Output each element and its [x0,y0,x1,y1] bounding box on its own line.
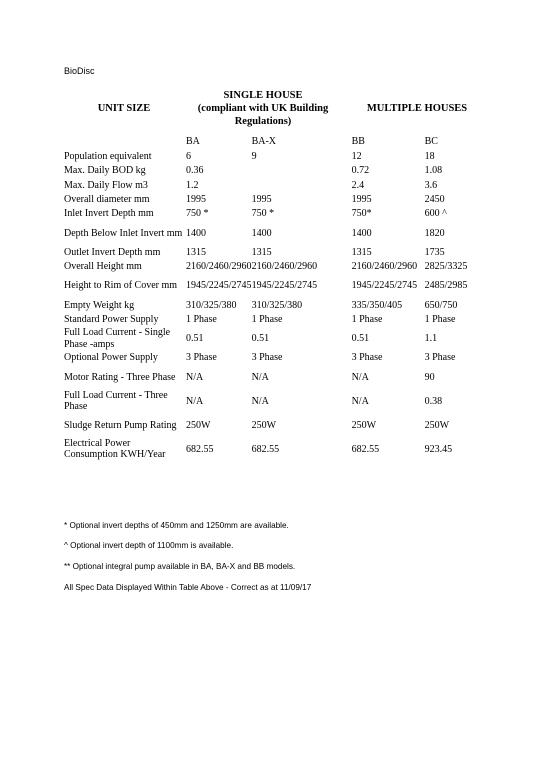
table-row [64,149,495,163]
row-label: Full Load Current - Single Phase -amps [64,327,171,350]
row-value: 1400 [186,227,206,239]
model-ba: BA [186,136,200,148]
row-value: 650/750 [424,299,458,311]
row-label: Motor Rating - Three Phase [64,371,176,383]
row-label: Max. Daily Flow m3 [64,179,148,191]
row-value: 0.38 [424,395,443,407]
model-bc: BC [424,136,438,148]
row-value: 1400 [251,227,272,239]
footnote: All Spec Data Displayed Within Table Above - Correct as at 11/09/17 [64,583,312,592]
row-value: N/A [251,371,269,383]
row-value: 3 Phase [186,352,217,364]
model-ba-x: BA-X [251,136,277,148]
row-value: N/A [186,371,204,383]
row-value: 1 Phase [424,313,456,325]
row-value: 310/325/380 [186,299,237,311]
row-value: 250W [251,419,277,431]
row-label: Max. Daily BOD kg [64,165,146,177]
row-value: 600 ^ [424,208,447,220]
table-row [64,274,495,298]
row-value: N/A [186,395,204,407]
row-value: 1 Phase [186,313,217,325]
spec-table [64,135,495,461]
row-value: 335/350/405 [351,299,403,311]
row-value: 1995 [351,194,372,205]
row-label: Overall Height mm [64,261,142,273]
row-label: Sludge Return Pump Rating [64,419,177,431]
row-value: 1.1 [424,333,438,345]
row-value: 3.6 [424,179,438,191]
row-value: 750* [351,208,372,220]
row-value: 1 Phase [251,313,283,325]
row-value: 682.55 [251,443,280,455]
row-value [252,164,352,178]
row-value: 2450 [424,194,445,205]
row-value: 2485/2985 [424,280,468,292]
row-value: 1735 [424,246,445,258]
row-value: 0.51 [251,333,270,345]
row-label: Empty Weight kg [64,299,135,311]
model-header-blank [64,135,186,149]
row-value: 1.08 [424,165,443,177]
row-value: 1315 [351,246,372,258]
row-value: N/A [351,395,369,407]
row-value: 1 Phase [351,313,383,325]
row-value: 3 Phase [351,352,383,364]
table-row [64,221,495,245]
row-value: 18 [424,150,435,162]
row-label: Inlet Invert Depth mm [64,208,154,220]
table-row [64,437,495,461]
footnote: ** Optional integral pump available in BA, BA-X and BB models. [64,562,296,571]
model-bb: BB [351,136,365,148]
footnote: ^ Optional invert depth of 1100mm is available. [64,541,234,550]
row-label: Overall diameter mm [64,194,150,205]
row-label: Depth Below Inlet Invert mm [64,227,183,239]
table-row [64,207,495,221]
table-row [64,351,495,365]
row-value: 3 Phase [424,352,456,364]
row-value: 6 [186,150,191,162]
row-value [252,178,352,192]
row-value: 2825/3325 [424,261,468,273]
spec-table-body [64,135,495,461]
row-label: Height to Rim of Cover mm [64,280,178,292]
table-row [64,327,495,351]
single-house-line-3: Regulations) [234,116,292,127]
table-row [64,413,495,437]
row-label: Population equivalent [64,150,152,162]
row-label: Electrical Power Consumption KWH/Year [64,437,166,461]
table-row [64,178,495,192]
row-value: 682.55 [186,443,214,455]
row-value: 1.2 [186,179,199,191]
single-house-line-1: SINGLE HOUSE [223,90,303,101]
row-value: 1945/2245/2745 [186,280,252,292]
table-row [64,313,495,327]
row-value: 1995 [251,194,272,205]
row-value: 250W [186,419,211,431]
row-value: 2160/2460/2960 [351,261,418,273]
row-label: Outlet Invert Depth mm [64,246,161,258]
row-value: 1315 [251,246,272,258]
row-value: 90 [424,371,435,383]
multiple-houses-heading: MULTIPLE HOUSES [366,103,468,114]
unit-size-heading: UNIT SIZE [97,103,151,114]
table-row [64,365,495,389]
row-value: 1945/2245/2745 [251,280,318,292]
table-row [64,193,495,207]
row-value: 3 Phase [251,352,283,364]
row-value: 2.4 [351,179,365,191]
row-value: 12 [351,150,362,162]
row-value: N/A [351,371,369,383]
row-value: 0.51 [186,333,204,345]
row-value: 2160/2460/2960 [186,261,252,273]
table-row [64,389,495,413]
row-value: 750 * [186,208,209,220]
row-value: 1945/2245/2745 [351,280,418,292]
single-house-heading [176,89,350,128]
table-row [64,298,495,312]
row-label: Full Load Current - Three Phase [64,389,168,413]
row-value: 9 [251,150,257,162]
table-row [64,164,495,178]
row-value: 0.51 [351,333,370,345]
model-header-row [64,135,495,149]
row-value: 250W [351,419,377,431]
row-value: 682.55 [351,443,380,455]
single-house-line-2: (compliant with UK Building [197,103,329,114]
table-row [64,245,495,259]
row-value: 1315 [186,246,206,258]
row-value: 1820 [424,227,445,239]
footnote: * Optional invert depths of 450mm and 1250mm are available. [64,521,289,530]
row-value: 2160/2460/2960 [251,261,318,273]
row-value: 923.45 [424,443,453,455]
row-value: 0.72 [351,165,370,177]
row-value: 1995 [186,194,206,205]
row-value: 0.36 [186,165,204,177]
row-value: 1400 [351,227,372,239]
brand-label: BioDisc [64,66,95,76]
row-value: 250W [424,419,450,431]
row-label: Optional Power Supply [64,352,158,364]
row-value: 310/325/380 [251,299,303,311]
row-value: 750 * [251,208,275,220]
table-row [64,260,495,274]
row-value: N/A [251,395,269,407]
row-label: Standard Power Supply [64,313,159,325]
